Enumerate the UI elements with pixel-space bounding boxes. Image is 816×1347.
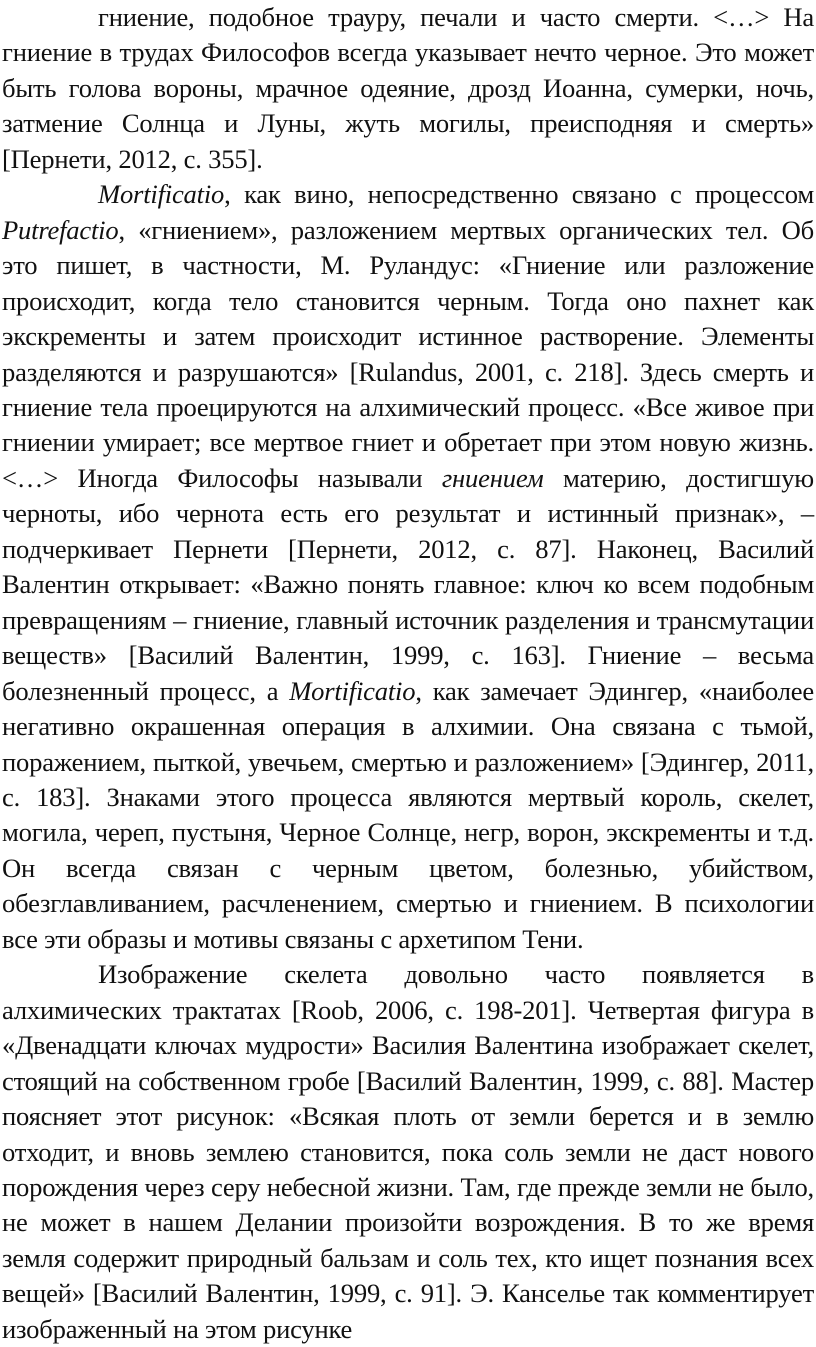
paragraph-2-text-b: , «гниением», разложением мертвых органических тел. Об это пишет, в частности, М. Руландус: «Гниение или разложение происходит, когда тело становится черным. Тогда оно пахнет как экскременты и затем происходит истинное растворение. Элементы разделяются и разрушаются» [Rulandus, 2001, с. 218]. Здесь смерть и гниение тела проецируются на алхимический процесс. «Все живое при гниении умирает; все мертвое гниет и обретает при этом новую жизнь. <…> Иногда Философы называли xyxy=(2,214,814,493)
term-gnieniem: гниением xyxy=(441,462,544,493)
paragraph-2 xyxy=(2,177,814,957)
document-body xyxy=(2,0,814,1347)
term-putrefactio: Putrefactio xyxy=(2,214,119,245)
paragraph-2-text-c: материю, достигшую черноты, ибо чернота есть его результат и истинный признак», – подчеркивает Пернети [Пернети, 2012, с. 87]. Наконец, Василий Валентин открывает: «Важно понять главное: ключ ко всем подобным превращениям – гниение, главный источник разделения и трансмутации веществ» [Василий Валентин, 1999, с. 163]. Гниение – весьма болезненный процесс, а xyxy=(2,462,814,706)
paragraph-2-text-a: , как вино, непосредственно связано с процессом xyxy=(224,179,814,210)
paragraph-3: Изображение скелета довольно часто появляется в алхимических трактатах [Roob, 2006, с. 198-201]. Четвертая фигура в «Двенадцати ключах мудрости» Василия Валентина изображает скелет, стоящий на собственном гробе [Василий Валентин, 1999, с. 88]. Мастер поясняет этот рисунок: «Всякая плоть от земли берется и в землю отходит, и вновь землею становится, пока соль земли не даст нового порождения через серу небесной жизни. Там, где прежде земли не было, не может в нашем Делании произойти возрождения. В то же время земля содержит природный бальзам и соль тех, кто ищет познания всех вещей» [Василий Валентин, 1999, с. 91]. Э. Канселье так комментирует изображенный на этом рисунке xyxy=(2,959,814,1344)
term-mortificatio: Mortificatio xyxy=(98,179,225,210)
paragraph-1: гниение, подобное трауру, печали и часто смерти. <…> На гниение в трудах Философов всегда указывает нечто черное. Это может быть голова вороны, мрачное одеяние, дрозд Иоанна, сумерки, ночь, затмение Солнца и Луны, жуть могилы, преисподняя и смерть» [Пернети, 2012, с. 355]. xyxy=(2,2,814,174)
paragraph-2-text-d: , как замечает Эдингер, «наиболее негативно окрашенная операция в алхимии. Она связана с тьмой, поражением, пыткой, увечьем, смертью и разложением» [Эдингер, 2011, с. 183]. Знаками этого процесса являются мертвый король, скелет, могила, череп, пустыня, Черное Солнце, негр, ворон, экскременты и т.д. Он всегда связан с черным цветом, болезнью, убийством, обезглавливанием, расчленением, смертью и гниением. В психологии все эти образы и мотивы связаны с архетипом Тени. xyxy=(2,675,814,954)
term-mortificatio-2: Mortificatio xyxy=(289,675,416,706)
